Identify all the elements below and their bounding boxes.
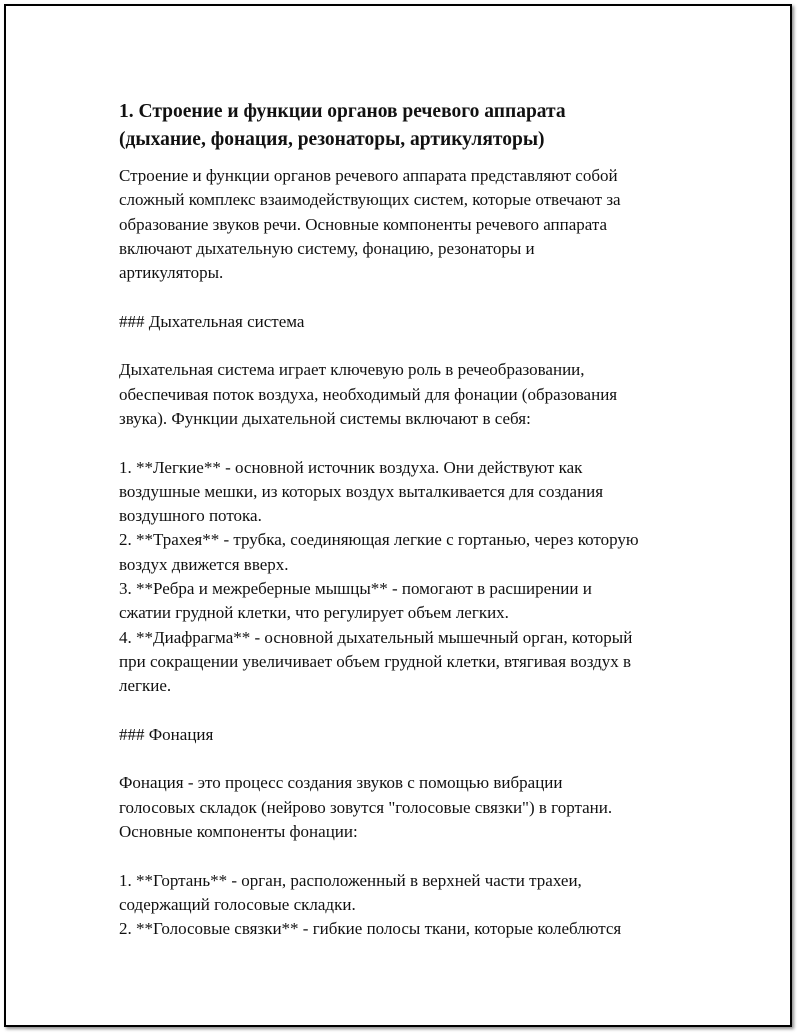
document-page [4,4,792,1027]
document-body [119,98,699,942]
section-heading-breathing: ### Дыхательная система [119,311,305,331]
list-item: 1. **Гортань** - орган, расположенный в верхней части трахеи, содержащий голосовые складки. [119,870,582,914]
phonation-list [119,869,699,942]
section-heading-phonation: ### Фонация [119,724,214,744]
breathing-list [119,456,699,699]
intro-paragraph: Строение и функции органов речевого аппарата представляют собой сложный комплекс взаимодействующих систем, которые отвечают за образование звуков речи. Основные компоненты речевого аппарата включают дыхательную систему, фонацию, резонаторы и артикуляторы. [119,166,621,283]
breathing-paragraph: Дыхательная система играет ключевую роль в речеобразовании, обеспечивая поток воздуха, необходимый для фонации (образования звука). Функции дыхательной системы включают в себя: [119,360,618,428]
list-item: 1. **Легкие** - основной источник воздуха. Они действуют как воздушные мешки, из которых воздух выталкивается для создания воздушного потока. [119,457,604,526]
list-item: 2. **Голосовые связки** - гибкие полосы ткани, которые колеблются [119,919,622,939]
phonation-paragraph: Фонация - это процесс создания звуков с помощью вибрации голосовых складок (нейрово зовутся "голосовые связки") в гортани. Основные компоненты фонации: [119,773,613,842]
list-item: 2. **Трахея** - трубка, соединяющая легкие с гортанью, через которую воздух движется вверх. [119,530,639,574]
list-item: 4. **Диафрагма** - основной дыхательный мышечный орган, который при сокращении увеличивает объем грудной клетки, втягивая воздух в легкие. [119,627,633,696]
list-item: 3. **Ребра и межреберные мышцы** - помогают в расширении и сжатии грудной клетки, что регулирует объем легких. [119,579,592,623]
document-title: 1. Строение и функции органов речевого аппарата (дыхание, фонация, резонаторы, артикуляторы) [119,101,566,150]
